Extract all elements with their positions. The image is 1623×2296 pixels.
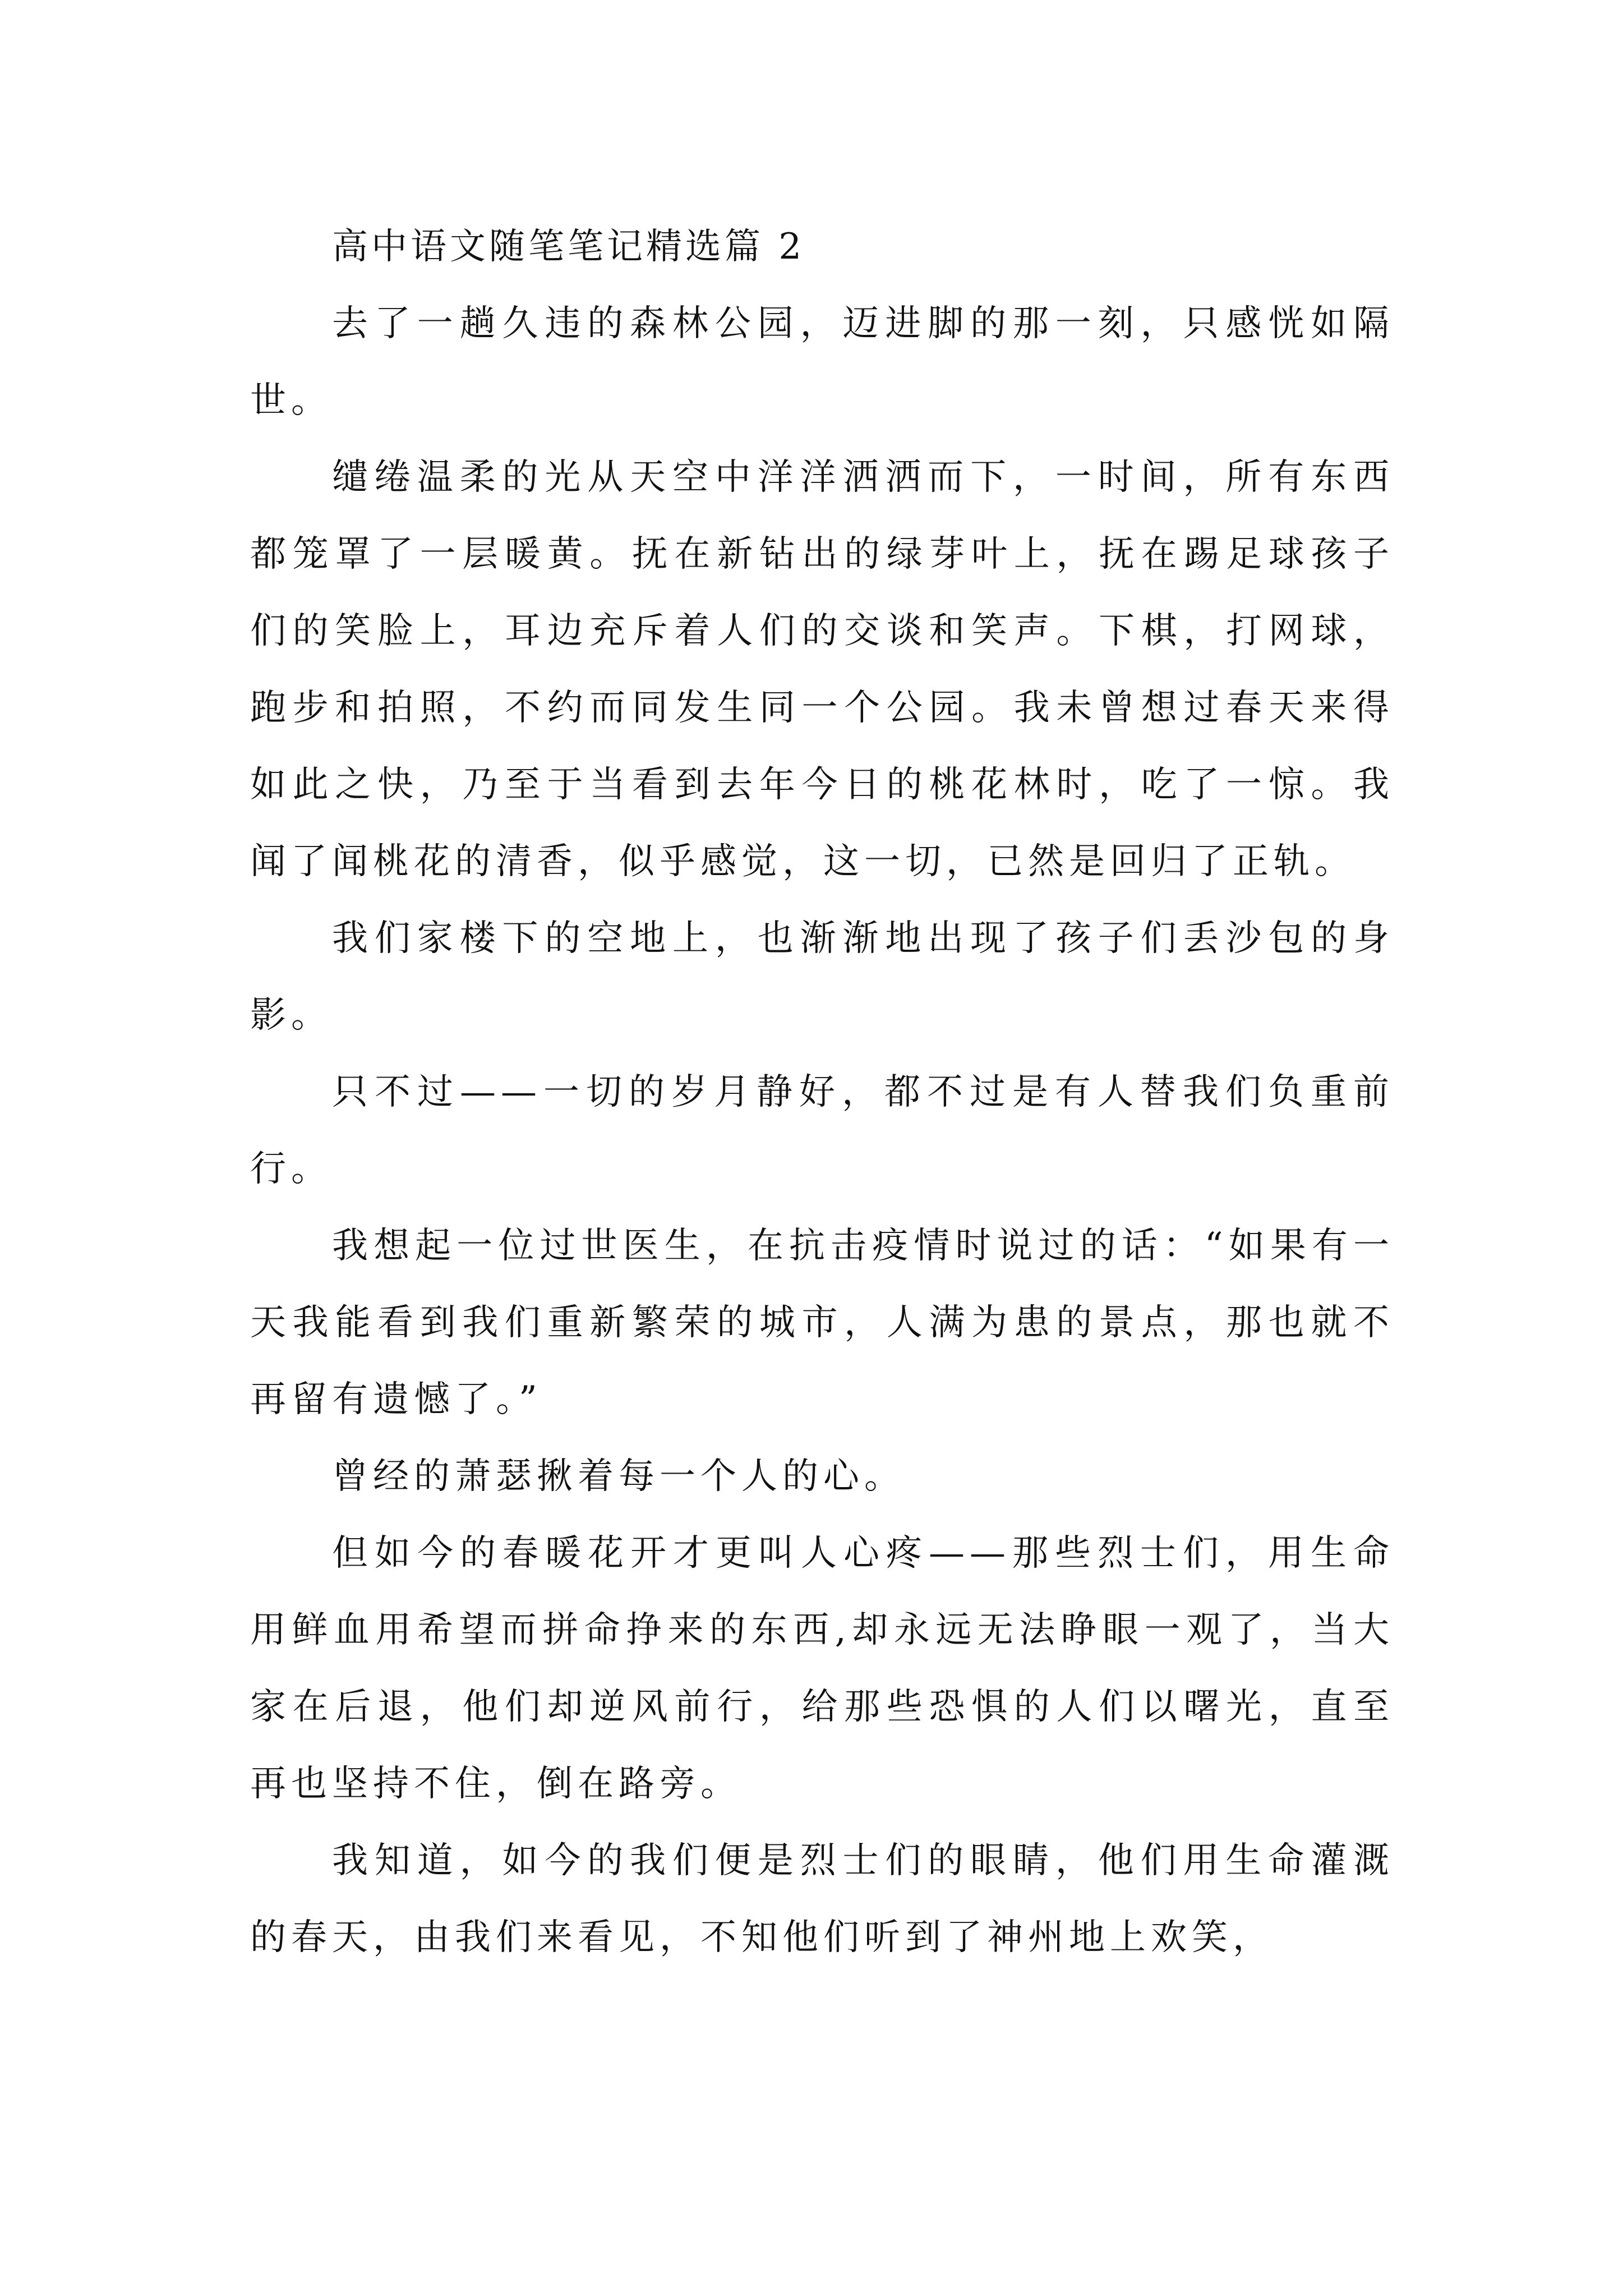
paragraph-7: 但如今的春暖花开才更叫人心疼——那些烈士们，用生命用鲜血用希望而拼命挣来的东西,却永远无法睁眼一观了，当大家在后退，他们却逆风前行，给那些恐惧的人们以曙光，直至再也坚持不住，倒在路旁。 <box>250 1533 1394 1805</box>
paragraph-8: 我知道，如今的我们便是烈士们的眼睛，他们用生命灌溉的春天，由我们来看见，不知他们听到了神州地上欢笑， <box>250 1840 1394 1958</box>
paragraph-4: 只不过——一切的岁月静好，都不过是有人替我们负重前行。 <box>250 1071 1394 1190</box>
document-title: 高中语文随笔笔记精选篇 2 <box>332 226 805 268</box>
paragraph-5: 我想起一位过世医生，在抗击疫情时说过的话：“如果有一天我能看到我们重新繁荣的城市，人满为患的景点，那也就不再留有遗憾了。” <box>250 1225 1394 1420</box>
paragraph-2: 缱绻温柔的光从天空中洋洋洒洒而下，一时间，所有东西都笼罩了一层暖黄。抚在新钻出的绿芽叶上，抚在踢足球孩子们的笑脸上，耳边充斥着人们的交谈和笑声。下棋，打网球，跑步和拍照，不约而同发生同一个公园。我未曾想过春天来得如此之快，乃至于当看到去年今日的桃花林时，吃了一惊。我闻了闻桃花的清香，似乎感觉，这一切，已然是回归了正轨。 <box>250 457 1394 882</box>
paragraph-1: 去了一趟久违的森林公园，迈进脚的那一刻，只感恍如隔世。 <box>250 303 1394 421</box>
paragraph-6: 曾经的萧瑟揪着每一个人的心。 <box>332 1456 905 1497</box>
document-body <box>250 209 1394 1976</box>
paragraph-3: 我们家楼下的空地上，也渐渐地出现了孩子们丢沙包的身影。 <box>250 918 1394 1036</box>
